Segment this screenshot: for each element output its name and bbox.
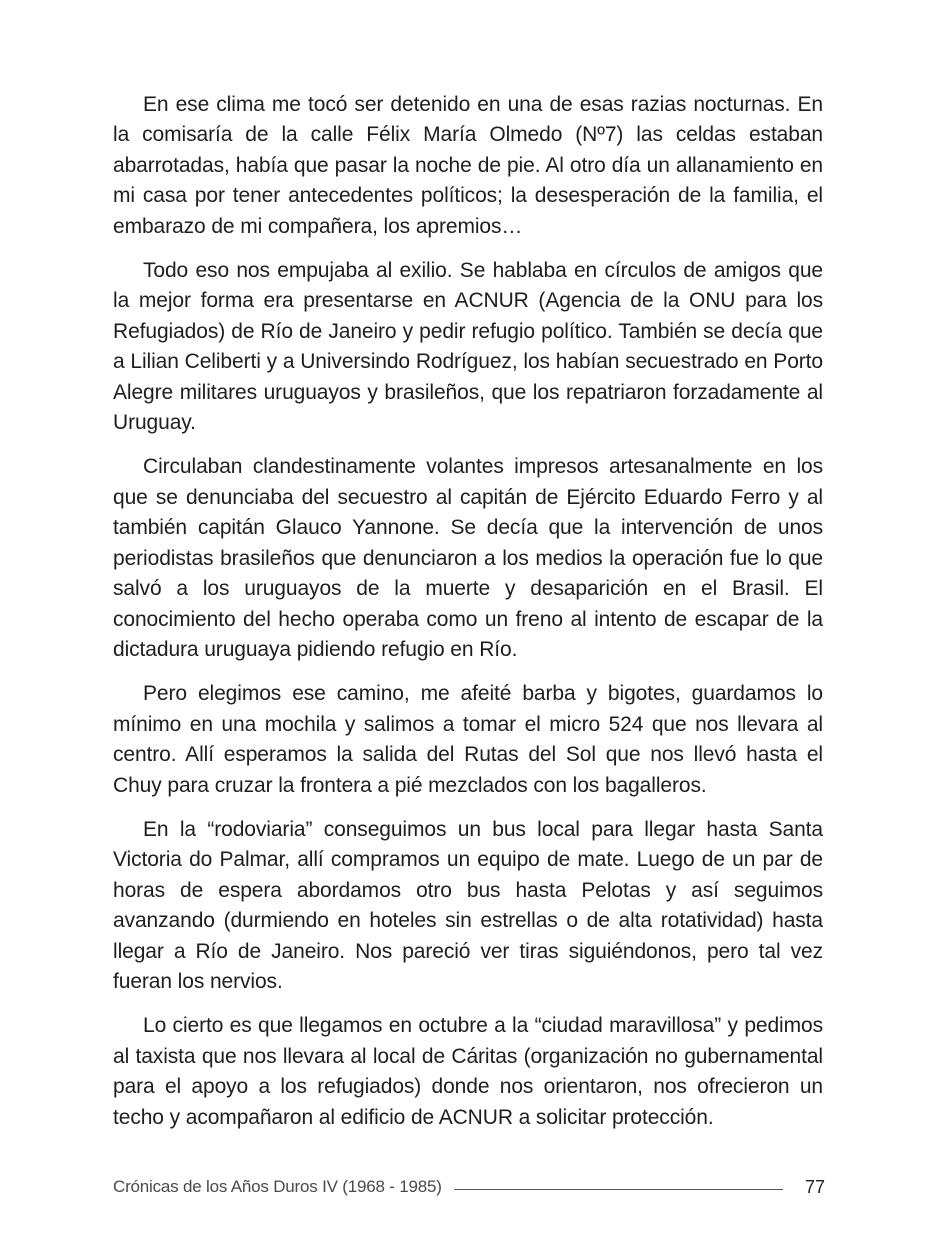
paragraph: Lo cierto es que llegamos en octubre a la “ciudad maravillosa” y pedimos al taxista que nos llevara al local de Cáritas (organización no gubernamental para el apoyo a los refugiados) donde nos orientaron, nos ofrecieron un techo y acompañaron al edificio de ACNUR a solicitar protección. bbox=[113, 1014, 823, 1129]
footer-book-title: Crónicas de los Años Duros IV (1968 - 1985) bbox=[113, 1177, 442, 1196]
paragraph: En la “rodoviaria” conseguimos un bus local para llegar hasta Santa Victoria do Palmar, allí compramos un equipo de mate. Luego de un par de horas de espera abordamos otro bus hasta Pelotas y así seguimos avanzando (durmiendo en hoteles sin estrellas o de alta rotatividad) hasta llegar a Río de Janeiro. Nos pareció ver tiras siguiéndonos, pero tal vez fueran los nervios. bbox=[113, 817, 823, 993]
paragraph: Circulaban clandestinamente volantes impresos artesanalmente en los que se denunciaba del secuestro al capitán de Ejército Eduardo Ferro y al también capitán Glauco Yannone. Se decía que la intervención de unos periodistas brasileños que denunciaron a los medios la operación fue lo que salvó a los uruguayos de la muerte y desaparición en el Brasil. El conocimiento del hecho operaba como un freno al intento de escapar de la dictadura uruguaya pidiendo refugio en Río. bbox=[113, 455, 823, 661]
paragraph: Pero elegimos ese camino, me afeité barba y bigotes, guardamos lo mínimo en una mochila y salimos a tomar el micro 524 que nos llevara al centro. Allí esperamos la salida del Rutas del Sol que nos llevó hasta el Chuy para cruzar la frontera a pié mezclados con los bagalleros. bbox=[113, 682, 823, 797]
page-body bbox=[113, 90, 823, 1147]
footer-divider bbox=[454, 1189, 783, 1190]
paragraph: Todo eso nos empujaba al exilio. Se hablaba en círculos de amigos que la mejor forma era presentarse en ACNUR (Agencia de la ONU para los Refugiados) de Río de Janeiro y pedir refugio político. También se decía que a Lilian Celiberti y a Universindo Rodríguez, los habían secuestrado en Porto Alegre militares uruguayos y brasileños, que los repatriaron forzadamente al Uruguay. bbox=[113, 259, 823, 435]
page-number: 77 bbox=[804, 1176, 825, 1197]
paragraph: En ese clima me tocó ser detenido en una de esas razias nocturnas. En la comisaría de la calle Félix María Olmedo (Nº7) las celdas estaban abarrotadas, había que pasar la noche de pie. Al otro día un allanamiento en mi casa por tener antecedentes políticos; la desesperación de la familia, el embarazo de mi compañera, los apremios… bbox=[113, 93, 823, 238]
page-footer bbox=[113, 1172, 825, 1202]
